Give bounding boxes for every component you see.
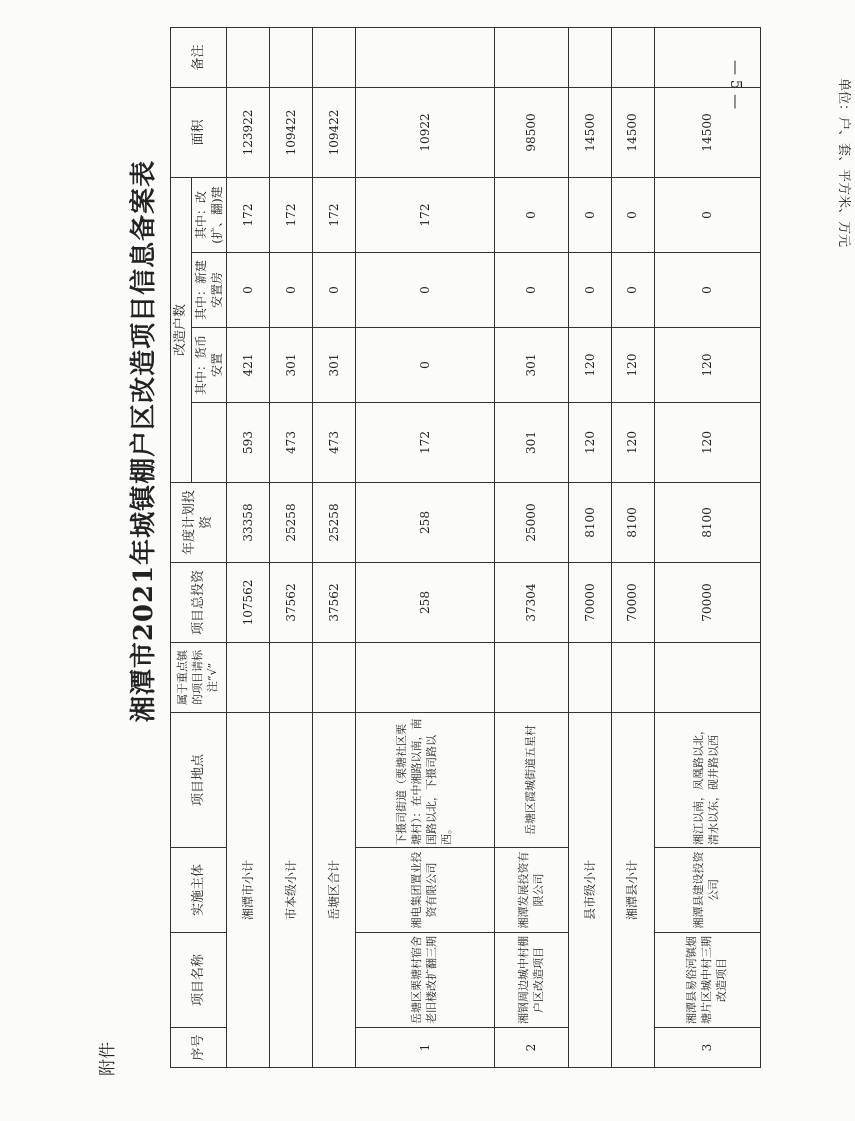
implementer-cell: 湘电集团置业投资有限公司 — [355, 848, 495, 933]
total-invest-cell: 70000 — [568, 563, 611, 643]
households-cell: 473 — [269, 403, 312, 483]
annual-invest-cell: 8100 — [568, 483, 611, 563]
header-households-group: 改造户数 — [171, 177, 192, 482]
area-cell: 14500 — [611, 87, 654, 177]
project-name-cell: 湘钢周边城中村棚户区改造项目 — [495, 933, 568, 1028]
renovate-cell: 0 — [654, 177, 760, 252]
header-project-name: 项目名称 — [171, 933, 227, 1028]
header-new-build: 其中：新建安置房 — [191, 253, 226, 328]
new-build-cell: 0 — [654, 253, 760, 328]
new-build-cell: 0 — [226, 253, 269, 328]
annual-invest-cell: 25258 — [269, 483, 312, 563]
header-area: 面积 — [171, 87, 227, 177]
households-cell: 172 — [355, 403, 495, 483]
key-town-cell — [568, 643, 611, 713]
new-build-cell: 0 — [611, 253, 654, 328]
table-row — [654, 27, 760, 1067]
area-cell: 109422 — [269, 87, 312, 177]
key-town-cell — [654, 643, 760, 713]
area-cell: 109422 — [312, 87, 355, 177]
remark-cell — [568, 27, 611, 87]
annual-invest-cell: 25000 — [495, 483, 568, 563]
table-row — [495, 27, 568, 1067]
remark-cell — [226, 27, 269, 87]
households-cell: 120 — [654, 403, 760, 483]
location-cell: 下摄司街道（栗塘社区栗塘村）：在中湘路以南，南国路以北，下摄司路以西。 — [355, 713, 495, 848]
households-cell: 593 — [226, 403, 269, 483]
annual-invest-cell: 33358 — [226, 483, 269, 563]
area-cell: 98500 — [495, 87, 568, 177]
key-town-cell — [355, 643, 495, 713]
key-town-cell — [226, 643, 269, 713]
record-table — [170, 27, 761, 1068]
annual-invest-cell: 25258 — [312, 483, 355, 563]
total-invest-cell: 37562 — [269, 563, 312, 643]
page-number: — 5 — — [727, 60, 745, 110]
area-cell: 14500 — [654, 87, 760, 177]
monetary-cell: 301 — [269, 328, 312, 403]
attachment-label: 附件 — [98, 1042, 118, 1076]
households-cell: 473 — [312, 403, 355, 483]
header-implementer: 实施主体 — [171, 848, 227, 933]
seq-cell: 2 — [495, 1028, 568, 1068]
households-cell: 301 — [495, 403, 568, 483]
table-row — [355, 27, 495, 1067]
header-monetary: 其中：货币安置 — [191, 328, 226, 403]
header-seq: 序号 — [171, 1028, 227, 1068]
key-town-cell — [269, 643, 312, 713]
annual-invest-cell: 8100 — [611, 483, 654, 563]
table-row — [226, 27, 269, 1067]
monetary-cell: 301 — [495, 328, 568, 403]
new-build-cell: 0 — [269, 253, 312, 328]
project-name-cell: 岳塘区栗塘村宿舍老旧楼改扩翻三期 — [355, 933, 495, 1028]
implementer-cell: 湘潭发展投资有限公司 — [495, 848, 568, 933]
monetary-cell: 301 — [312, 328, 355, 403]
location-cell: 岳塘区霞城街道五星村 — [495, 713, 568, 848]
row-label: 岳塘区合计 — [312, 713, 355, 1068]
total-invest-cell: 37562 — [312, 563, 355, 643]
row-label: 湘潭市小计 — [226, 713, 269, 1068]
renovate-cell: 0 — [568, 177, 611, 252]
total-invest-cell: 37304 — [495, 563, 568, 643]
remark-cell — [312, 27, 355, 87]
total-invest-cell: 70000 — [611, 563, 654, 643]
renovate-cell: 0 — [495, 177, 568, 252]
table-row — [269, 27, 312, 1067]
table-row — [312, 27, 355, 1067]
row-label: 湘潭县小计 — [611, 713, 654, 1068]
table-row — [611, 27, 654, 1067]
total-invest-cell: 258 — [355, 563, 495, 643]
area-cell: 14500 — [568, 87, 611, 177]
key-town-cell — [312, 643, 355, 713]
new-build-cell: 0 — [312, 253, 355, 328]
households-cell: 120 — [611, 403, 654, 483]
row-label: 市本级小计 — [269, 713, 312, 1068]
header-renovate: 其中：改(扩、翻)建 — [191, 177, 226, 252]
record-table-container — [170, 44, 761, 1068]
area-cell: 10922 — [355, 87, 495, 177]
households-cell: 120 — [568, 403, 611, 483]
remark-cell — [654, 27, 760, 87]
monetary-cell: 120 — [654, 328, 760, 403]
project-name-cell: 湘潭县易俗河镇烟塘片区城中村三期改造项目 — [654, 933, 760, 1028]
renovate-cell: 172 — [226, 177, 269, 252]
annual-invest-cell: 8100 — [654, 483, 760, 563]
total-invest-cell: 107562 — [226, 563, 269, 643]
monetary-cell: 0 — [355, 328, 495, 403]
header-key-town: 属于重点镇的项目请标注“√” — [171, 643, 227, 713]
remark-cell — [611, 27, 654, 87]
renovate-cell: 172 — [355, 177, 495, 252]
monetary-cell: 120 — [611, 328, 654, 403]
seq-cell: 3 — [654, 1028, 760, 1068]
key-town-cell — [495, 643, 568, 713]
row-label: 县市级小计 — [568, 713, 611, 1068]
remark-cell — [495, 27, 568, 87]
renovate-cell: 0 — [611, 177, 654, 252]
area-cell: 123922 — [226, 87, 269, 177]
monetary-cell: 120 — [568, 328, 611, 403]
new-build-cell: 0 — [495, 253, 568, 328]
header-annual-invest: 年度计划投资 — [171, 483, 227, 563]
annual-invest-cell: 258 — [355, 483, 495, 563]
implementer-cell: 湘潭县建设投资公司 — [654, 848, 760, 933]
header-households-total — [191, 403, 226, 483]
header-remark: 备注 — [171, 27, 227, 87]
header-location: 项目地点 — [171, 713, 227, 848]
seq-cell: 1 — [355, 1028, 495, 1068]
total-invest-cell: 70000 — [654, 563, 760, 643]
renovate-cell: 172 — [269, 177, 312, 252]
table-row — [568, 27, 611, 1067]
remark-cell — [269, 27, 312, 87]
monetary-cell: 421 — [226, 328, 269, 403]
location-cell: 湘江以南，凤凰路以北，清水以东，砚井路以西 — [654, 713, 760, 848]
header-row-1 — [171, 27, 192, 1067]
remark-cell — [355, 27, 495, 87]
renovate-cell: 172 — [312, 177, 355, 252]
header-total-invest: 项目总投资 — [171, 563, 227, 643]
new-build-cell: 0 — [568, 253, 611, 328]
new-build-cell: 0 — [355, 253, 495, 328]
document-title: 湘潭市2021年城镇棚户区改造项目信息备案表 — [129, 159, 159, 723]
key-town-cell — [611, 643, 654, 713]
unit-note: 单位：户、套、平方米、万元 — [836, 78, 851, 248]
